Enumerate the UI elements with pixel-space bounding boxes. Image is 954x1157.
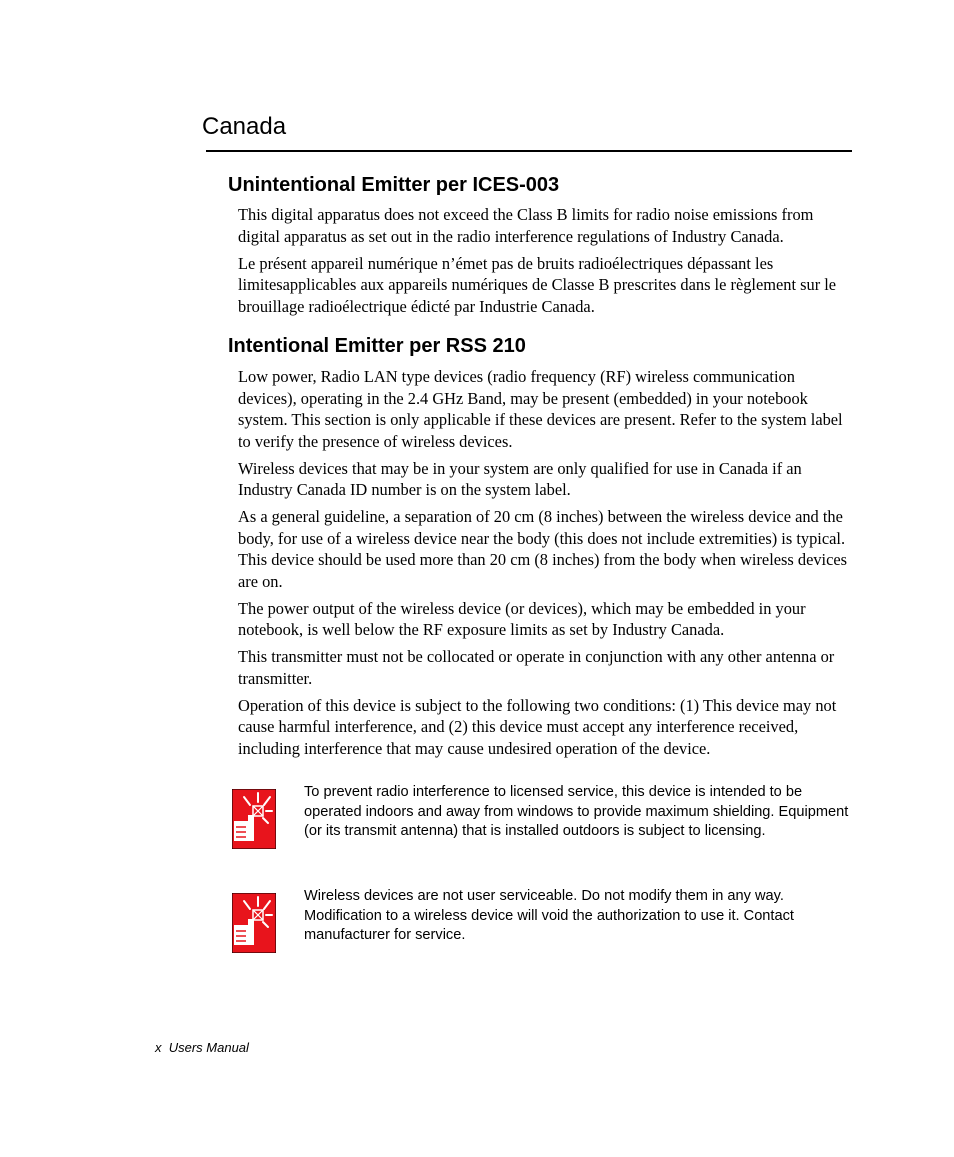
paragraph: This transmitter must not be collocated or operate in conjunction with any other antenna or transmitter.: [238, 647, 835, 688]
note-text: Wireless devices are not user serviceable. Do not modify them in any way. Modification to a wireless device will void the authorization to use it. Contact manufacturer for service.: [304, 888, 794, 944]
page-footer: x Users Manual: [155, 1040, 249, 1055]
chapter-title: Canada: [202, 113, 287, 140]
paragraph: The power output of the wireless device (or devices), which may be embedded in your notebook, is well below the RF exposure limits as set by Industry Canada.: [238, 598, 806, 639]
paragraph: Low power, Radio LAN type devices (radio frequency (RF) wireless communication devices), operating in the 2.4 GHz Band, may be present (embedded) in your notebook system. This section is only applicable if these devices are present. Refer to the system label to verify the presence of wireless devices.: [238, 367, 843, 451]
note-not-serviceable: [232, 887, 852, 957]
paragraph: Le présent appareil numérique n’émet pas de bruits radioélectriques dépassant les limitesapplicables aux appareils numériques de Classe B prescrites dans le règlement sur le brouillage radioélectrique édicté par Industrie Canada.: [238, 253, 837, 316]
chapter-divider: [206, 150, 852, 152]
warning-hand-icon: [232, 789, 276, 849]
paragraph: Operation of this device is subject to the following two conditions: (1) This device may not cause harmful interference, and (2) this device must accept any interference received, including interference that may cause undesired operation of the device.: [238, 695, 837, 758]
paragraph: This digital apparatus does not exceed the Class B limits for radio noise emissions from digital apparatus as set out in the radio interference regulations of Industry Canada.: [238, 205, 814, 246]
note-radio-interference: [232, 783, 852, 863]
section-body-rss: [238, 366, 852, 765]
warning-hand-icon: [232, 893, 276, 953]
note-text: To prevent radio interference to licensed service, this device is intended to be operated indoors and away from windows to provide maximum shielding. Equipment (or its transmit antenna) that is installed outdoors is subject to licensing.: [304, 784, 849, 840]
section-heading-rss: Intentional Emitter per RSS 210: [228, 335, 526, 357]
paragraph: Wireless devices that may be in your system are only qualified for use in Canada if an Industry Canada ID number is on the system label.: [238, 458, 802, 499]
paragraph: As a general guideline, a separation of 20 cm (8 inches) between the wireless device and the body, for use of a wireless device near the body (this does not include extremities) is typical. This device should be used more than 20 cm (8 inches) from the body when wireless devices are on.: [238, 507, 848, 591]
section-heading-ices: Unintentional Emitter per ICES-003: [228, 174, 560, 196]
section-body-ices: [238, 204, 852, 323]
